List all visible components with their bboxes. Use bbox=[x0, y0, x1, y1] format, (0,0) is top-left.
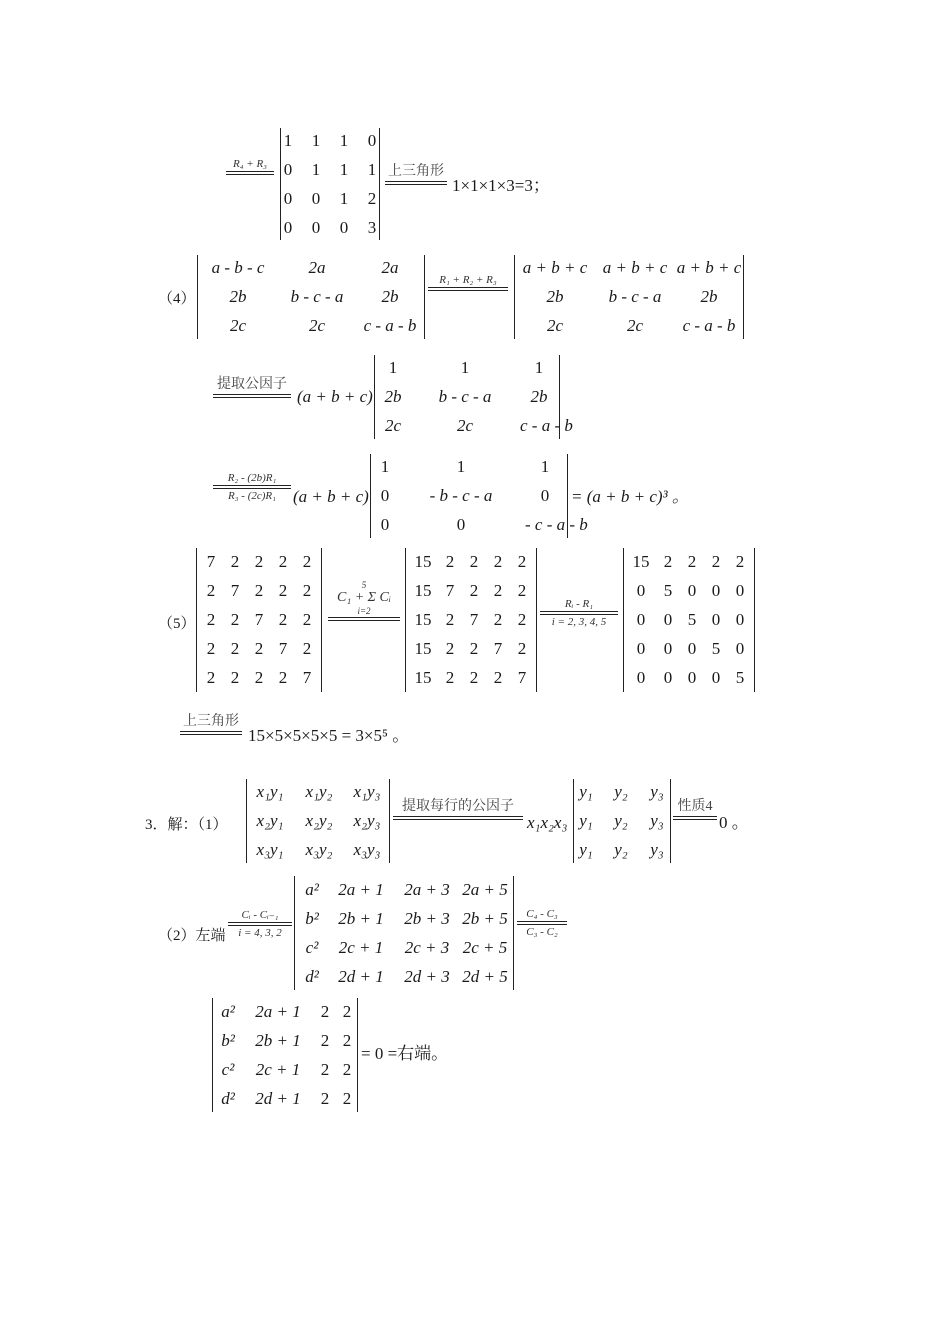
matrix-cell: 1 bbox=[460, 358, 470, 377]
matrix-cell: 7 bbox=[302, 668, 312, 687]
matrix-cell: 15 bbox=[632, 552, 650, 571]
matrix-cell: y₁ bbox=[579, 840, 593, 859]
matrix-cell: d² bbox=[221, 1088, 235, 1108]
op-upper-triangle-2: 上三角形 bbox=[180, 710, 242, 736]
matrix-cell: d² bbox=[305, 966, 319, 986]
matrix-cell: 2d + 1 bbox=[338, 966, 384, 986]
matrix-cell: 5 bbox=[735, 668, 745, 687]
matrix-cell: 2a + 1 bbox=[255, 1001, 301, 1021]
matrix-cell: 2b bbox=[546, 287, 564, 306]
factor-x1x2x3: x₁x₂x₃ bbox=[527, 813, 568, 832]
matrix-cell: 7 bbox=[517, 668, 527, 687]
matrix-cell: 0 bbox=[311, 188, 321, 208]
matrix-cell: 2b + 1 bbox=[255, 1030, 301, 1050]
result-q3: 0 。 bbox=[719, 813, 749, 832]
matrix-cell: 2 bbox=[445, 610, 455, 629]
matrix-cell: y₃ bbox=[650, 840, 664, 859]
matrix-cell: 0 bbox=[687, 668, 697, 687]
matrix-cell: 0 bbox=[367, 130, 377, 150]
matrix-cell: 2a + 1 bbox=[338, 879, 384, 899]
matrix-cell: 2 bbox=[230, 552, 240, 571]
result-step1: 1×1×1×3=3； bbox=[452, 176, 550, 195]
matrix-cell: 2 bbox=[302, 639, 312, 658]
matrix-cell: 0 bbox=[735, 581, 745, 600]
matrix-cell: 2 bbox=[469, 581, 479, 600]
matrix-cell: 0 bbox=[283, 159, 293, 179]
op-ri-r1: Rᵢ - R₁ i = 2, 3, 4, 5 bbox=[540, 598, 618, 628]
matrix-p4-1 bbox=[197, 255, 425, 339]
matrix-cell: 2c + 3 bbox=[404, 937, 450, 957]
matrix-cell: 2 bbox=[206, 668, 216, 687]
matrix-cell: 2b bbox=[530, 387, 548, 406]
matrix-q3-1 bbox=[246, 779, 390, 863]
matrix-cell: 1 bbox=[311, 130, 321, 150]
op-r1-r2-r3: R₁ + R₂ + R₃ bbox=[428, 274, 508, 292]
matrix-cell: 1 bbox=[380, 457, 390, 476]
matrix-cell: 2b bbox=[229, 287, 247, 306]
matrix-cell: - c - a - b bbox=[525, 515, 588, 534]
matrix-cell: 15 bbox=[414, 581, 432, 600]
matrix-p5-3 bbox=[623, 548, 755, 692]
matrix-cell: 2 bbox=[342, 1001, 352, 1021]
matrix-cell: 2a + 5 bbox=[462, 879, 508, 899]
matrix-cell: 0 bbox=[636, 581, 646, 600]
matrix-cell: 2 bbox=[517, 552, 527, 571]
matrix-cell: 2 bbox=[493, 581, 503, 600]
matrix-cell: 1 bbox=[283, 130, 293, 150]
matrix-cell: 2 bbox=[735, 552, 745, 571]
matrix-cell: 2 bbox=[254, 552, 264, 571]
matrix-cell: 0 bbox=[339, 217, 349, 237]
matrix-cell: c - a - b bbox=[520, 416, 573, 435]
matrix-cell: 0 bbox=[540, 486, 550, 505]
matrix-cell: c - a - b bbox=[363, 316, 417, 335]
op-col-sum: 5 C₁ + Σ Cᵢ i=2 bbox=[328, 580, 400, 622]
matrix-cell: x₂y₁ bbox=[256, 811, 284, 830]
matrix-cell: 2 bbox=[469, 668, 479, 687]
matrix-cell: 2a bbox=[308, 258, 326, 277]
matrix-cell: 5 bbox=[711, 639, 721, 658]
matrix-cell: 2 bbox=[445, 639, 455, 658]
matrix-cell: a² bbox=[221, 1001, 235, 1021]
matrix-cell: 0 bbox=[636, 668, 646, 687]
matrix-cell: b - c - a bbox=[608, 287, 662, 306]
matrix-cell: - b - c - a bbox=[429, 486, 493, 505]
matrix-cell: 0 bbox=[711, 668, 721, 687]
matrix-cell: y₂ bbox=[614, 782, 628, 801]
matrix-cell: 2 bbox=[469, 639, 479, 658]
matrix-cell: x₃y₃ bbox=[353, 840, 381, 859]
matrix-cell: y₂ bbox=[614, 840, 628, 859]
matrix-cell: 2 bbox=[320, 1059, 330, 1079]
matrix-cell: 15 bbox=[414, 639, 432, 658]
matrix-cell: 2 bbox=[469, 552, 479, 571]
matrix-cell: x₁y₂ bbox=[305, 782, 333, 801]
matrix-cell: c - a - b bbox=[682, 316, 736, 335]
matrix-cell: 0 bbox=[711, 610, 721, 629]
matrix-p5-2 bbox=[405, 548, 537, 692]
matrix-cell: 0 bbox=[735, 610, 745, 629]
matrix-cell: 2 bbox=[230, 668, 240, 687]
matrix-cell: a + b + c bbox=[602, 258, 668, 277]
matrix-cell: 2 bbox=[342, 1088, 352, 1108]
matrix-cell: 2 bbox=[206, 639, 216, 658]
matrix-cell: 7 bbox=[493, 639, 503, 658]
matrix-cell: 2c bbox=[229, 316, 247, 335]
matrix-cell: 2 bbox=[320, 1030, 330, 1050]
matrix-cell: 7 bbox=[206, 552, 216, 571]
op-extract-row-factor: 提取每行的公因子 bbox=[393, 795, 523, 821]
matrix-cell: 1 bbox=[456, 457, 466, 476]
matrix-cell: 0 bbox=[663, 639, 673, 658]
matrix-cell: 2 bbox=[206, 610, 216, 629]
matrix-cell: 0 bbox=[636, 639, 646, 658]
matrix-cell: 2d + 5 bbox=[462, 966, 508, 986]
matrix-cell: 2b bbox=[381, 287, 399, 306]
op-upper-triangle-1: 上三角形 bbox=[385, 160, 447, 186]
matrix-cell: y₁ bbox=[579, 811, 593, 830]
factor-abc-2: (a + b + c) bbox=[293, 487, 369, 506]
matrix-cell: 2a + 3 bbox=[404, 879, 450, 899]
matrix-cell: 0 bbox=[687, 639, 697, 658]
matrix-cell: 5 bbox=[663, 581, 673, 600]
matrix-cell: 1 bbox=[534, 358, 544, 377]
matrix-cell: 2 bbox=[342, 1030, 352, 1050]
matrix-cell: 2c + 5 bbox=[462, 937, 508, 957]
matrix-cell: b² bbox=[221, 1030, 235, 1050]
label-p5: （5） bbox=[158, 616, 196, 632]
label-q3: 3．解：（1） bbox=[145, 817, 228, 833]
matrix-cell: 0 bbox=[283, 188, 293, 208]
op-r4-r3: R₄ + R₃ bbox=[226, 158, 274, 176]
matrix-cell: 1 bbox=[367, 159, 377, 179]
matrix-cell: 7 bbox=[254, 610, 264, 629]
matrix-cell: 2 bbox=[493, 668, 503, 687]
matrix-cell: 2c bbox=[546, 316, 564, 335]
matrix-cell: 2c bbox=[384, 416, 402, 435]
matrix-cell: 2b + 5 bbox=[462, 908, 508, 928]
matrix-cell: 3 bbox=[367, 217, 377, 237]
matrix-cell: 2 bbox=[445, 668, 455, 687]
matrix-cell: 2c bbox=[626, 316, 644, 335]
matrix-cell: 2 bbox=[278, 552, 288, 571]
matrix-cell: 2 bbox=[711, 552, 721, 571]
matrix-cell: 0 bbox=[663, 668, 673, 687]
matrix-cell: 2b + 3 bbox=[404, 908, 450, 928]
matrix-cell: 2 bbox=[320, 1001, 330, 1021]
matrix-cell: 2 bbox=[254, 581, 264, 600]
matrix-cell: 2 bbox=[254, 639, 264, 658]
result-p4: = (a + b + c)³ 。 bbox=[571, 487, 689, 506]
matrix-cell: 2 bbox=[517, 581, 527, 600]
matrix-p5-1 bbox=[196, 548, 322, 692]
op-row-reduce: R₂ - (2b)R₁ R₃ - (2c)R₁ bbox=[213, 472, 291, 502]
matrix-cell: 1 bbox=[339, 130, 349, 150]
matrix-cell: 15 bbox=[414, 552, 432, 571]
label-p4: （4） bbox=[158, 291, 196, 307]
matrix-cell: 5 bbox=[687, 610, 697, 629]
matrix-cell: 0 bbox=[380, 515, 390, 534]
matrix-cell: a² bbox=[305, 879, 319, 899]
matrix-cell: a + b + c bbox=[522, 258, 588, 277]
matrix-cell: y₂ bbox=[614, 811, 628, 830]
matrix-cell: y₃ bbox=[650, 811, 664, 830]
matrix-cell: 2 bbox=[493, 552, 503, 571]
matrix-cell: 2 bbox=[278, 668, 288, 687]
matrix-cell: 2 bbox=[517, 610, 527, 629]
matrix-cell: 2d + 3 bbox=[404, 966, 450, 986]
matrix-cell: a + b + c bbox=[676, 258, 742, 277]
matrix-cell: 0 bbox=[663, 610, 673, 629]
matrix-cell: 15 bbox=[414, 610, 432, 629]
matrix-cell: x₁y₁ bbox=[256, 782, 284, 801]
label-q3b: （2）左端 bbox=[158, 928, 226, 944]
matrix-cell: c² bbox=[221, 1059, 235, 1079]
matrix-cell: 2 bbox=[302, 581, 312, 600]
matrix-cell: 2b bbox=[384, 387, 402, 406]
matrix-cell: 2b bbox=[700, 287, 718, 306]
matrix-cell: 15 bbox=[414, 668, 432, 687]
op-ci-ci-1: Cᵢ - Cᵢ₋₁ i = 4, 3, 2 bbox=[228, 908, 292, 939]
matrix-cell: 2 bbox=[254, 668, 264, 687]
matrix-cell: 2 bbox=[367, 188, 377, 208]
matrix-cell: 7 bbox=[445, 581, 455, 600]
matrix-cell: 7 bbox=[469, 610, 479, 629]
factor-abc: (a + b + c) bbox=[297, 387, 373, 406]
matrix-cell: 2 bbox=[278, 610, 288, 629]
matrix-cell: 2 bbox=[302, 610, 312, 629]
matrix-cell: 0 bbox=[456, 515, 466, 534]
result-q3b: = 0 =右端。 bbox=[361, 1044, 449, 1063]
matrix-cell: 2d + 1 bbox=[255, 1088, 301, 1108]
matrix-cell: 0 bbox=[735, 639, 745, 658]
matrix-cell: x₁y₃ bbox=[353, 782, 381, 801]
matrix-p4-2 bbox=[514, 255, 744, 339]
op-c4-c3-c3-c2: C₄ - C₃ C₃ - C₂ bbox=[517, 908, 567, 938]
matrix-cell: 0 bbox=[636, 610, 646, 629]
matrix-cell: x₃y₁ bbox=[256, 840, 284, 859]
op-property-4: 性质4 bbox=[673, 795, 717, 821]
matrix-cell: 2a bbox=[381, 258, 399, 277]
matrix-cell: 2c bbox=[456, 416, 474, 435]
matrix-q3b-2 bbox=[212, 998, 358, 1112]
matrix-cell: 2 bbox=[302, 552, 312, 571]
result-p5: 15×5×5×5×5 = 3×5⁵ 。 bbox=[248, 726, 410, 745]
matrix-cell: 0 bbox=[380, 486, 390, 505]
matrix-cell: x₃y₂ bbox=[305, 840, 333, 859]
matrix-cell: 2 bbox=[687, 552, 697, 571]
matrix-cell: c² bbox=[305, 937, 319, 957]
matrix-q3b-1 bbox=[294, 876, 514, 990]
matrix-step1 bbox=[280, 128, 380, 240]
matrix-cell: 2 bbox=[445, 552, 455, 571]
matrix-cell: 2c + 1 bbox=[338, 937, 384, 957]
matrix-cell: 2c + 1 bbox=[255, 1059, 301, 1079]
matrix-q3-2 bbox=[573, 779, 671, 863]
matrix-cell: 2 bbox=[230, 610, 240, 629]
matrix-cell: a - b - c bbox=[211, 258, 265, 277]
matrix-cell: 7 bbox=[278, 639, 288, 658]
matrix-cell: 0 bbox=[687, 581, 697, 600]
matrix-cell: 2 bbox=[278, 581, 288, 600]
matrix-cell: x₂y₃ bbox=[353, 811, 381, 830]
matrix-cell: 1 bbox=[339, 159, 349, 179]
matrix-cell: 2 bbox=[320, 1088, 330, 1108]
matrix-cell: 2 bbox=[663, 552, 673, 571]
matrix-cell: b - c - a bbox=[290, 287, 344, 306]
matrix-cell: 2c bbox=[308, 316, 326, 335]
matrix-p4-3 bbox=[374, 355, 573, 439]
matrix-cell: b² bbox=[305, 908, 319, 928]
matrix-cell: 2 bbox=[206, 581, 216, 600]
matrix-cell: y₁ bbox=[579, 782, 593, 801]
matrix-cell: 0 bbox=[311, 217, 321, 237]
matrix-cell: 7 bbox=[230, 581, 240, 600]
matrix-cell: 1 bbox=[339, 188, 349, 208]
matrix-cell: 2 bbox=[517, 639, 527, 658]
matrix-p4-4 bbox=[370, 454, 588, 538]
matrix-cell: 1 bbox=[311, 159, 321, 179]
matrix-cell: 1 bbox=[388, 358, 398, 377]
matrix-cell: 1 bbox=[540, 457, 550, 476]
matrix-cell: x₂y₂ bbox=[305, 811, 333, 830]
op-extract-factor: 提取公因子 bbox=[213, 373, 291, 399]
matrix-cell: 2 bbox=[493, 610, 503, 629]
matrix-cell: b - c - a bbox=[438, 387, 492, 406]
matrix-cell: 0 bbox=[711, 581, 721, 600]
matrix-cell: 2b + 1 bbox=[338, 908, 384, 928]
matrix-cell: 2 bbox=[230, 639, 240, 658]
matrix-cell: 0 bbox=[283, 217, 293, 237]
matrix-cell: 2 bbox=[342, 1059, 352, 1079]
matrix-cell: y₃ bbox=[650, 782, 664, 801]
